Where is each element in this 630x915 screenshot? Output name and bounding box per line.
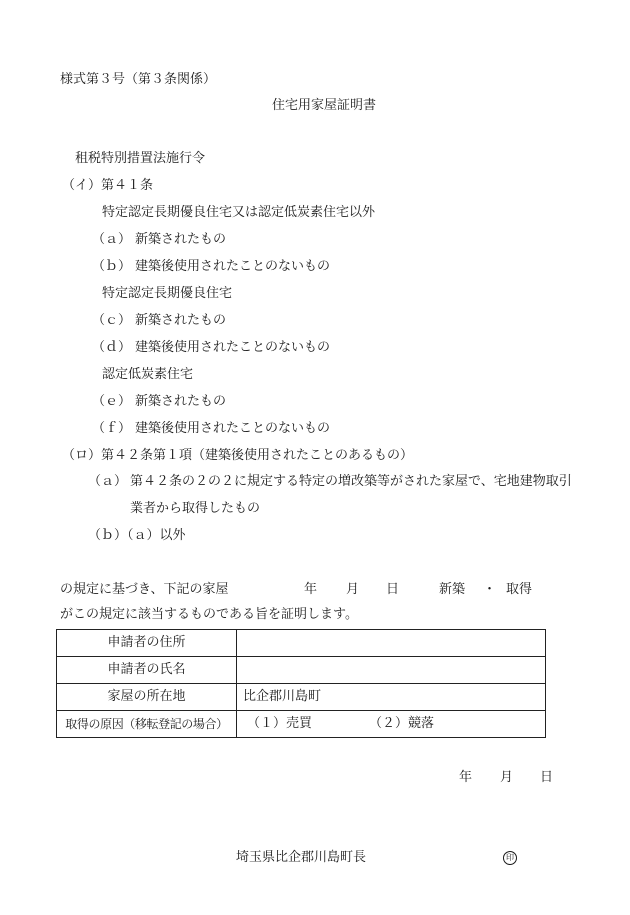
item-c-text: 新築されたもの xyxy=(135,313,227,328)
item-b-mark: （ｂ） xyxy=(92,259,132,274)
group-title-other: 特定認定長期優良住宅又は認定低炭素住宅以外 xyxy=(102,205,376,220)
table-row xyxy=(57,684,546,711)
option-separator: ・ xyxy=(483,582,497,597)
group-title-low-carbon: 認定低炭素住宅 xyxy=(102,367,194,382)
table-row xyxy=(57,657,546,684)
item-d-text: 建築後使用されたことのないもの xyxy=(135,340,331,355)
house-location-label: 家屋の所在地 xyxy=(57,684,237,711)
statement-day: 日 xyxy=(386,582,400,597)
cause-option-auction: （２）競落 xyxy=(369,716,435,731)
item-a-text: 新築されたもの xyxy=(135,232,227,247)
cause-option-sale: （１）売買 xyxy=(247,716,313,731)
item-a-mark: （ａ） xyxy=(92,232,132,247)
item-c-mark: （ｃ） xyxy=(92,313,132,328)
ro-item-a-line2: 業者から取得したもの xyxy=(130,501,261,516)
applicant-address-value[interactable] xyxy=(237,630,546,657)
item-e-mark: （ｅ） xyxy=(92,394,132,409)
applicant-name-label: 申請者の氏名 xyxy=(57,657,237,684)
item-f-text: 建築後使用されたことのないもの xyxy=(135,421,331,436)
statement-line2: がこの規定に該当するものである旨を証明します。 xyxy=(60,607,358,622)
footer-month: 月 xyxy=(500,770,514,785)
group-title-long-term: 特定認定長期優良住宅 xyxy=(102,286,233,301)
acquisition-cause-value xyxy=(237,711,546,738)
applicant-address-label: 申請者の住所 xyxy=(57,630,237,657)
ro-item-a-line1: 第４２条の２の２に規定する特定の増改築等がされた家屋で、宅地建物取引 xyxy=(130,474,572,489)
table-row xyxy=(57,630,546,657)
table-row xyxy=(57,711,546,738)
section-ro-heading: （ロ）第４２条第１項（建築後使用されたことのあるもの） xyxy=(62,448,414,463)
issuer-name: 埼玉県比企郡川島町長 xyxy=(236,850,367,865)
footer-year: 年 xyxy=(459,770,473,785)
ro-item-a-mark: （ａ） xyxy=(88,474,128,489)
statement-prefix: の規定に基づき、下記の家屋 xyxy=(60,582,229,597)
option-acquire: 取得 xyxy=(506,582,533,597)
applicant-name-value[interactable] xyxy=(237,657,546,684)
item-d-mark: （ｄ） xyxy=(92,340,132,355)
house-location-value[interactable]: 比企郡川島町 xyxy=(237,684,546,711)
law-name: 租税特別措置法施行令 xyxy=(75,151,206,166)
section-i-heading: （イ）第４１条 xyxy=(62,178,154,193)
option-new: 新築 xyxy=(439,582,466,597)
item-f-mark: （ｆ） xyxy=(92,421,132,436)
seal-mark: 印 xyxy=(503,851,517,865)
statement-year: 年 xyxy=(304,582,318,597)
form-number: 様式第３号（第３条関係） xyxy=(60,72,217,87)
applicant-info-table xyxy=(56,629,546,738)
ro-item-b: （ｂ）（ａ）以外 xyxy=(88,528,186,543)
document-title: 住宅用家屋証明書 xyxy=(272,98,377,113)
footer-day: 日 xyxy=(540,770,554,785)
item-e-text: 新築されたもの xyxy=(135,394,227,409)
acquisition-cause-label: 取得の原因（移転登記の場合） xyxy=(57,711,237,738)
item-b-text: 建築後使用されたことのないもの xyxy=(135,259,331,274)
statement-month: 月 xyxy=(346,582,360,597)
